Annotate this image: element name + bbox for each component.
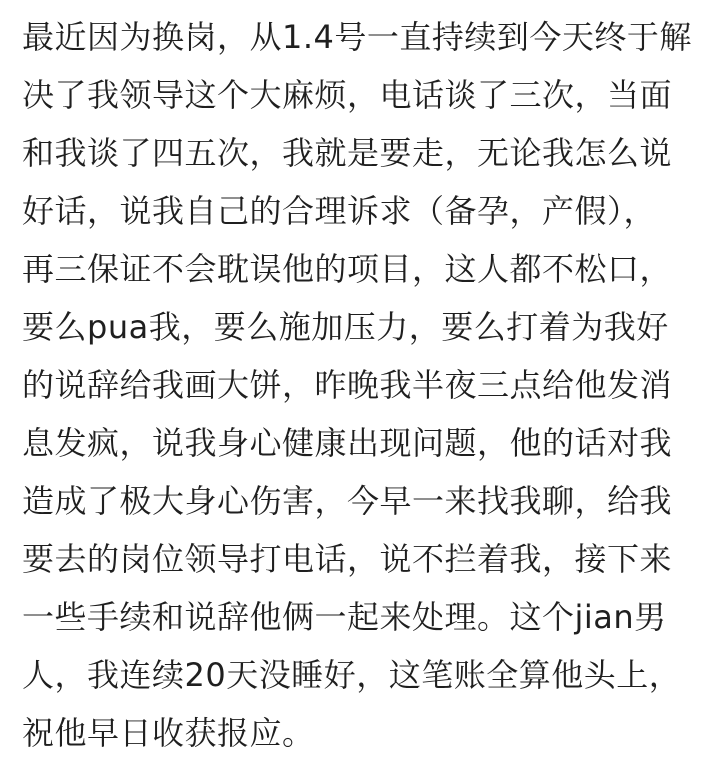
post-text-line: 造成了极大身心伤害，今早一来找我聊，给我: [22, 482, 673, 520]
post-text-line: 的说辞给我画大饼，昨晚我半夜三点给他发消: [22, 366, 673, 404]
post-text-line: 决了我领导这个大麻烦，电话谈了三次，当面: [22, 76, 673, 114]
post-body: [22, 8, 702, 762]
post-text-line: 和我谈了四五次，我就是要走，无论我怎么说: [22, 134, 673, 172]
post-text-line: 要么pua我，要么施加压力，要么打着为我好: [22, 308, 669, 346]
post-text-line: 一些手续和说辞他俩一起来处理。这个jian男: [22, 598, 667, 636]
post-text-line: 最近因为换岗，从1.4号一直持续到今天终于解: [22, 18, 692, 56]
post-text-line: 再三保证不会耽误他的项目，这人都不松口，: [22, 250, 673, 288]
post-text-line: 好话，说我自己的合理诉求（备孕，产假），: [22, 192, 657, 230]
post-text-line: 人，我连续20天没睡好，这笔账全算他头上，: [22, 656, 682, 694]
post-text-line: 要去的岗位领导打电话，说不拦着我，接下来: [22, 540, 673, 578]
post-text-line: 祝他早日收获报应。: [22, 714, 315, 752]
post-text-line: 息发疯，说我身心健康出现问题，他的话对我: [22, 424, 673, 462]
